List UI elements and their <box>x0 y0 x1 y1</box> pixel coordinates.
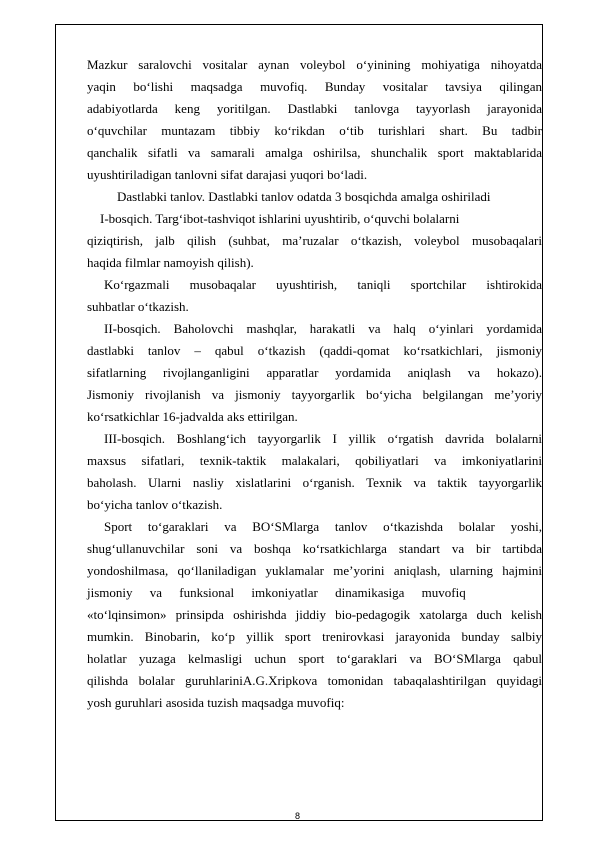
text-line: «to‘lqinsimon» prinsipda oshirishda jiddiy bio-pedagogik xatolarga duch kelish <box>87 607 542 622</box>
text-line: qilishda bolalar guruhlariniA.G.Xripkova tomonidan tabaqalashtirilgan quyidagi <box>87 673 542 688</box>
text-line: baholash. Ularni nasliy xislatlarini o‘rganish. Texnik va taktik tayyorgarlik <box>87 475 542 490</box>
page-number: 8 <box>294 811 300 821</box>
text-line: shug‘ullanuvchilar soni va boshqa ko‘rsatkichlarga standart va bir tartibda <box>87 541 542 556</box>
text-line: qanchalik sifatli va samarali amalga oshirilsa, shunchalik sport maktablarida <box>87 145 542 160</box>
text-line: suhbatlar o‘tkazish. <box>87 299 189 314</box>
text-line: yaqin bo‘lishi maqsadga muvofiq. Bunday vositalar tavsiya qilingan <box>87 79 542 94</box>
text-line: mumkin. Binobarin, ko‘p yillik sport trenirovkasi jarayonida bunday salbiy <box>87 629 542 644</box>
text-line: bo‘yicha tanlov o‘tkazish. <box>87 497 223 512</box>
text-line: o‘quvchilar muntazam tibbiy ko‘rikdan o‘tib turishlari shart. Bu tadbir <box>87 123 542 138</box>
text-line: dastlabki tanlov – qabul o‘tkazish (qaddi-qomat ko‘rsatkichlari, jismoniy <box>87 343 542 358</box>
text-line: qiziqtirish, jalb qilish (suhbat, ma’ruzalar o‘tkazish, voleybol musobaqalari <box>87 233 542 248</box>
text-line: haqida filmlar namoyish qilish). <box>87 255 254 270</box>
text-line: jismoniy va funksional imkoniyatlar dinamikasiga muvofiq <box>87 585 466 600</box>
text-line: Sport to‘garaklari va BO‘SMlarga tanlov o‘tkazishda bolalar yoshi, <box>104 519 542 534</box>
text-line: Ko‘rgazmali musobaqalar uyushtirish, taniqli sportchilar ishtirokida <box>104 277 542 292</box>
text-line: Dastlabki tanlov. Dastlabki tanlov odatda 3 bosqichda amalga oshiriladi <box>117 189 491 204</box>
text-line: adabiyotlarda keng yoritilgan. Dastlabki tanlovga tayyorlash jarayonida <box>87 101 542 116</box>
text-line: sifatlarning rivojlanganligini apparatlar yordamida aniqlash va hokazo). <box>87 365 542 380</box>
text-line: yosh guruhlari asosida tuzish maqsadga muvofiq: <box>87 695 345 710</box>
text-line: Mazkur saralovchi vositalar aynan voleybol o‘yinining mohiyatiga nihoyatda <box>87 57 542 72</box>
text-line: Jismoniy rivojlanish va jismoniy tayyorgarlik bo‘yicha belgilangan me’yoriy <box>87 387 542 402</box>
text-line: II-bosqich. Baholovchi mashqlar, harakatli va halq o‘yinlari yordamida <box>104 321 542 336</box>
text-line: I-bosqich. Targ‘ibot-tashviqot ishlarini uyushtirib, o‘quvchi bolalarni <box>100 211 460 226</box>
text-line: III-bosqich. Boshlang‘ich tayyorgarlik I yillik o‘rgatish davrida bolalarni <box>104 431 542 446</box>
body-text <box>87 54 542 714</box>
text-line: holatlar yuzaga kelmasligi uchun sport to‘garaklari va BO‘SMlarga qabul <box>87 651 542 666</box>
text-line: yondoshilmasa, qo‘llaniladigan yuklamalar me’yorini aniqlash, ularning hajmini <box>87 563 542 578</box>
text-line: ko‘rsatkichlar 16-jadvalda aks ettirilgan. <box>87 409 298 424</box>
text-line: uyushtiriladigan tanlovni sifat darajasi yuqori bo‘ladi. <box>87 167 368 182</box>
text-line: maxsus sifatlari, texnik-taktik malakalari, qobiliyatlari va imkoniyatlarini <box>87 453 542 468</box>
